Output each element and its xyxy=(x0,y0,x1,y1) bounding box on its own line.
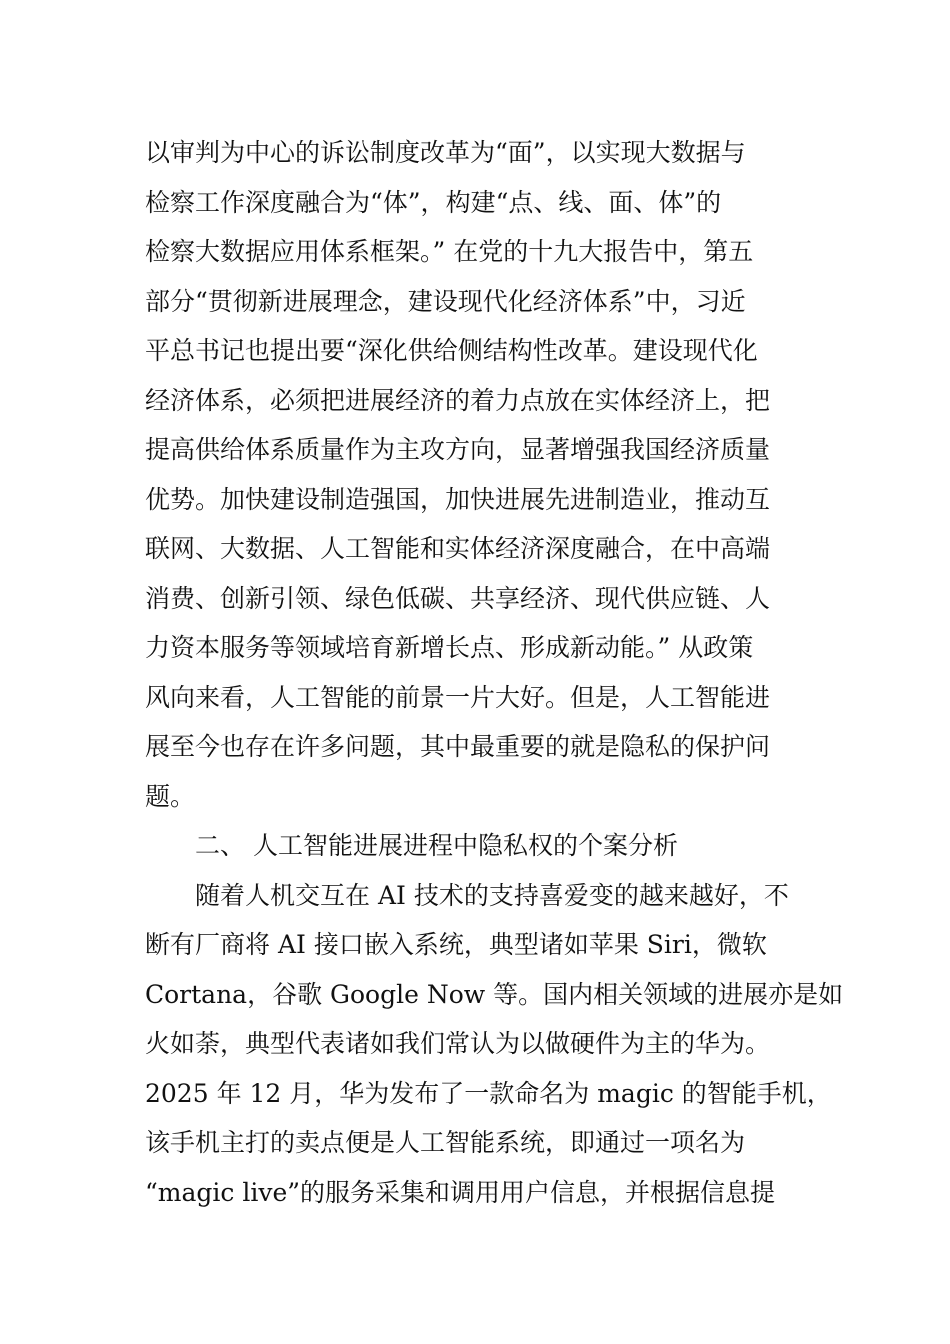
text-line: 火如荼，典型代表诸如我们常认为以做硬件为主的华为。 xyxy=(145,1029,771,1058)
text-line: 提高供给体系质量作为主攻方向，显著增强我国经济质量 xyxy=(145,435,771,464)
section-heading: 二、 人工智能进展进程中隐私权的个案分析 xyxy=(195,831,678,860)
text-line: 检察工作深度融合为“体”，构建“点、线、面、体”的 xyxy=(145,187,722,217)
text-line: 消费、创新引领、绿色低碳、共享经济、现代供应链、人 xyxy=(145,583,771,613)
text-line: 该手机主打的卖点便是人工智能系统，即通过一项名为 xyxy=(145,1128,746,1157)
text-line: 检察大数据应用体系框架。” 在党的十九大报告中，第五 xyxy=(145,237,754,266)
text-line: 展至今也存在许多问题，其中最重要的就是隐私的保护问 xyxy=(145,732,771,761)
text-line: 平总书记也提出要“深化供给侧结构性改革。建设现代化 xyxy=(145,336,758,365)
text-line: 随着人机交互在 AI 技术的支持喜爱变的越来越好，不 xyxy=(195,880,789,910)
text-line: 联网、大数据、人工智能和实体经济深度融合，在中高端 xyxy=(145,534,771,563)
text-line: 经济体系，必须把进展经济的着力点放在实体经济上，把 xyxy=(145,385,771,415)
text-line: “magic live”的服务采集和调用用户信息，并根据信息提 xyxy=(145,1177,776,1207)
text-line: Cortana，谷歌 Google Now 等。国内相关领域的进展亦是如 xyxy=(145,979,844,1009)
text-line: 以审判为中心的诉讼制度改革为“面”，以实现大数据与 xyxy=(145,138,746,167)
body-text xyxy=(145,128,844,1217)
text-line: 力资本服务等领域培育新增长点、形成新动能。” 从政策 xyxy=(145,633,754,662)
text-line: 部分“贯彻新进展理念，建设现代化经济体系”中，习近 xyxy=(145,286,746,316)
text-line: 题。 xyxy=(145,781,196,811)
text-line: 2025 年 12 月，华为发布了一款命名为 magic 的智能手机， xyxy=(145,1078,832,1108)
text-line: 断有厂商将 AI 接口嵌入系统，典型诸如苹果 Siri，微软 xyxy=(145,930,767,959)
text-line: 优势。加快建设制造强国，加快进展先进制造业，推动互 xyxy=(145,484,771,514)
text-line: 风向来看，人工智能的前景一片大好。但是，人工智能进 xyxy=(145,682,771,712)
